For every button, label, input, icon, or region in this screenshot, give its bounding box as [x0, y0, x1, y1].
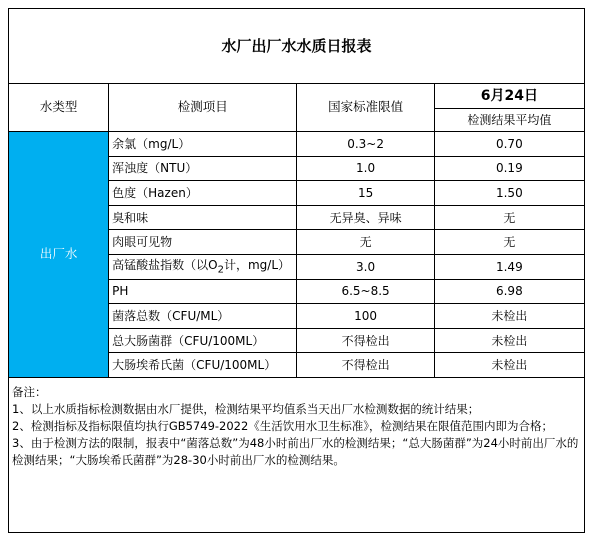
item-cell: 菌落总数（CFU/ML） [109, 304, 297, 329]
notes-line: 1、以上水质指标检测数据由水厂提供，检测结果平均值系当天出厂水检测数据的统计结果； [12, 401, 480, 416]
value-cell: 无 [434, 230, 584, 255]
item-cell: 色度（Hazen） [109, 181, 297, 206]
notes-heading: 备注： [12, 384, 47, 399]
item-cell: 臭和味 [109, 205, 297, 230]
standard-cell: 不得检出 [297, 328, 434, 353]
item-cell: 余氯（mg/L） [109, 132, 297, 157]
item-cell: 浑浊度（NTU） [109, 156, 297, 181]
item-text: 计，mg/L） [223, 257, 291, 272]
standard-cell: 无 [297, 230, 434, 255]
value-cell: 1.50 [434, 181, 584, 206]
notes-line: 2、检测指标及指标限值均执行GB5749-2022《生活饮用水卫生标准》，检测结果在限值范围内即为合格； [12, 418, 554, 433]
value-cell: 未检出 [434, 353, 584, 378]
item-cell: PH [109, 279, 297, 304]
report-frame [8, 8, 585, 505]
value-cell: 6.98 [434, 279, 584, 304]
value-cell: 无 [434, 205, 584, 230]
item-cell [109, 254, 297, 279]
notes-line: 3、由于检测方法的限制，报表中“菌落总数”为48小时前出厂水的检测结果；“总大肠菌群”为24小时前出厂水的检测结果；“大肠埃希氏菌群”为28-30小时前出厂水的检测结果。 [12, 435, 579, 467]
notes-section [9, 377, 585, 532]
report-title: 水厂出厂水水质日报表 [9, 9, 585, 84]
water-type-cell: 出厂水 [9, 132, 109, 378]
item-cell: 大肠埃希氏菌（CFU/100ML） [109, 353, 297, 378]
value-cell: 未检出 [434, 304, 584, 329]
water-quality-report-table [8, 8, 585, 533]
standard-cell: 1.0 [297, 156, 434, 181]
standard-cell: 15 [297, 181, 434, 206]
value-cell: 0.70 [434, 132, 584, 157]
header-water-type: 水类型 [9, 84, 109, 132]
standard-cell: 3.0 [297, 254, 434, 279]
standard-cell: 无异臭、异味 [297, 205, 434, 230]
table-row [9, 132, 585, 157]
value-cell: 1.49 [434, 254, 584, 279]
standard-cell: 0.3~2 [297, 132, 434, 157]
header-date: 6月24日 [434, 84, 584, 109]
item-cell: 总大肠菌群（CFU/100ML） [109, 328, 297, 353]
header-result: 检测结果平均值 [434, 109, 584, 132]
header-standard: 国家标准限值 [297, 84, 434, 132]
header-item: 检测项目 [109, 84, 297, 132]
item-subscript: 2 [217, 263, 224, 275]
standard-cell: 100 [297, 304, 434, 329]
value-cell: 未检出 [434, 328, 584, 353]
standard-cell: 不得检出 [297, 353, 434, 378]
item-text: 高锰酸盐指数（以O [112, 257, 218, 272]
value-cell: 0.19 [434, 156, 584, 181]
standard-cell: 6.5~8.5 [297, 279, 434, 304]
item-cell: 肉眼可见物 [109, 230, 297, 255]
